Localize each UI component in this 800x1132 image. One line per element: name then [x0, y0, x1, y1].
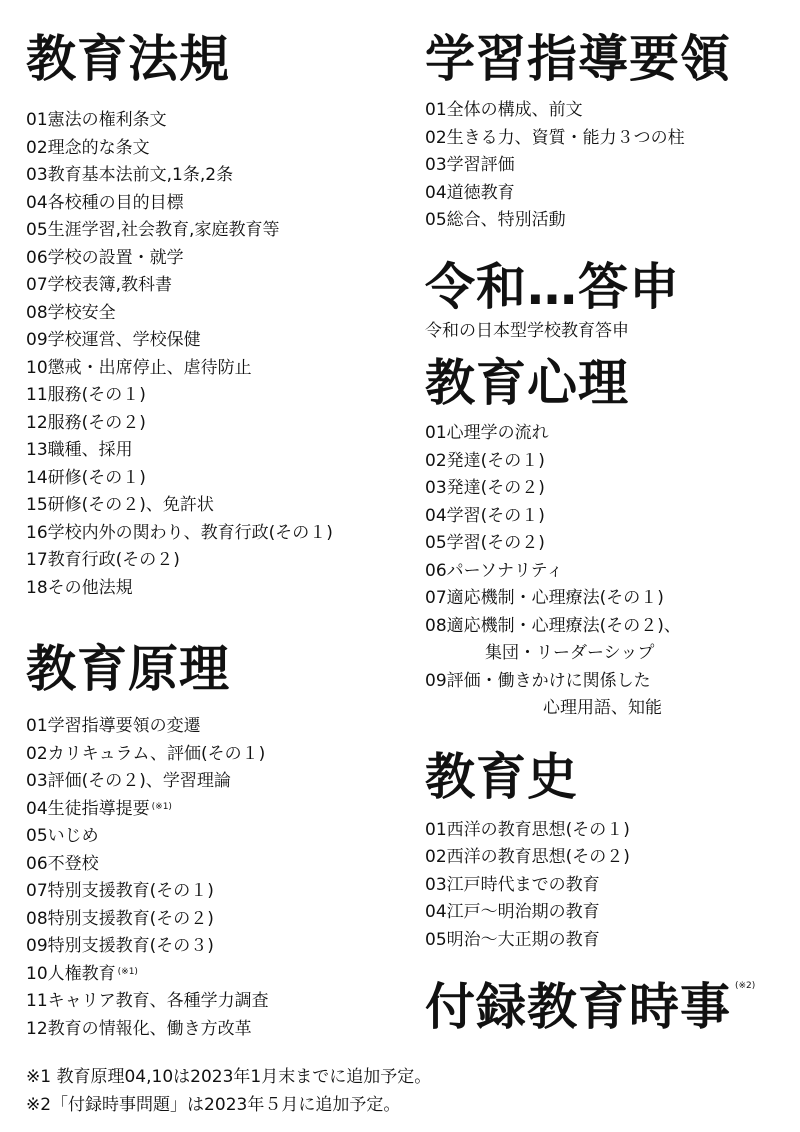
- list-item: 05学習(その２): [425, 533, 545, 553]
- list-item: 01西洋の教育思想(その１): [425, 819, 630, 840]
- section-title-educational-psychology: 教育心理: [425, 354, 629, 412]
- list-item: 05総合、特別活動: [425, 210, 566, 230]
- list-item: 12教育の情報化、働き方改革: [26, 1018, 252, 1039]
- list-item: 01憲法の権利条文: [26, 110, 167, 130]
- list-item-label: 10人権教育: [26, 963, 116, 984]
- list-item-continuation: 心理用語、知能: [543, 698, 662, 718]
- list-item: 07学校表簿,教科書: [26, 275, 173, 295]
- section-education-principles: [26, 640, 396, 1043]
- list-item: 10懲戒・出席停止、虐待防止: [26, 357, 252, 378]
- footer-notes: [26, 1063, 431, 1119]
- list-item-continuation: 集団・リーダーシップ: [485, 643, 655, 663]
- left-column: [26, 30, 396, 1043]
- list-item: 15研修(その２)、免許状: [26, 495, 214, 515]
- list-item: 06学校の設置・就学: [26, 247, 184, 268]
- section-appendix-current-affairs: [425, 978, 785, 1036]
- list-item: 11キャリア教育、各種学力調査: [26, 991, 269, 1011]
- list-item: 07特別支援教育(その１): [26, 881, 214, 901]
- list-item: 04各校種の目的目標: [26, 192, 184, 213]
- list-item: 03江戸時代までの教育: [425, 874, 600, 895]
- heading-label: 付録教育時事: [425, 978, 731, 1036]
- list-item: 04道徳教育: [425, 182, 515, 203]
- list-item: 06不登校: [26, 853, 99, 874]
- list-item: 11服務(その１): [26, 385, 146, 405]
- list-item: 04学習(その１): [425, 505, 545, 526]
- right-column: [425, 30, 785, 1036]
- list-item: 09特別支援教育(その３): [26, 936, 214, 956]
- education-principles-list: [26, 713, 396, 1043]
- section-education-history: [425, 747, 785, 955]
- list-item: 02理念的な条文: [26, 137, 150, 158]
- list-item: 08適応機制・心理療法(その２)、: [425, 615, 681, 636]
- section-reiwa-report: [425, 257, 785, 346]
- list-item: 03教育基本法前文,1条,2条: [26, 165, 234, 185]
- list-item: [26, 961, 396, 989]
- list-item: 02生きる力、資質・能力３つの柱: [425, 127, 685, 148]
- footnote-2: ※2「付録時事問題」は2023年５月に追加予定。: [26, 1095, 401, 1115]
- section-title-reiwa-report: 令和…答申: [425, 257, 680, 316]
- section-title-education-history: 教育史: [425, 747, 578, 806]
- section-title-appendix-current-affairs: [425, 978, 785, 1036]
- list-item: 02カリキュラム、評価(その１): [26, 743, 266, 764]
- list-item: 13職種、採用: [26, 440, 133, 460]
- list-item: 09学校運営、学校保健: [26, 330, 201, 350]
- list-item: 令和の日本型学校教育答申: [425, 320, 629, 341]
- education-history-list: [425, 817, 785, 955]
- reiwa-report-list: [425, 318, 785, 346]
- list-item: 09評価・働きかけに関係した: [425, 670, 651, 691]
- list-item: 03学習評価: [425, 155, 515, 175]
- list-item: 03評価(その２)、学習理論: [26, 771, 231, 791]
- section-educational-psychology: [425, 354, 785, 723]
- list-item: 05いじめ: [26, 826, 99, 846]
- list-item: 08特別支援教育(その２): [26, 908, 214, 929]
- educational-psychology-list: [425, 420, 785, 723]
- footnote-mark: (※1): [151, 801, 172, 812]
- list-item: 08学校安全: [26, 302, 116, 323]
- footnote-mark: (※2): [735, 981, 756, 991]
- footnote-1: ※1 教育原理04,10は2023年1月末までに追加予定。: [26, 1067, 432, 1087]
- list-item: 05生涯学習,社会教育,家庭教育等: [26, 220, 280, 240]
- list-item: 03発達(その２): [425, 478, 545, 498]
- section-education-law: [26, 30, 396, 602]
- list-item: 07適応機制・心理療法(その１): [425, 588, 664, 608]
- section-title-education-law: 教育法規: [26, 30, 230, 88]
- list-item: 05明治～大正期の教育: [425, 929, 600, 950]
- list-item: 17教育行政(その２): [26, 550, 180, 570]
- list-item: 06パーソナリティ: [425, 560, 564, 581]
- list-item: 01学習指導要領の変遷: [26, 716, 201, 736]
- list-item: 12服務(その２): [26, 412, 146, 433]
- list-item: 01全体の構成、前文: [425, 100, 583, 120]
- footnote-mark: (※1): [117, 966, 138, 977]
- list-item: 04江戸～明治期の教育: [425, 902, 600, 922]
- section-title-education-principles: 教育原理: [26, 640, 230, 698]
- section-title-curriculum-guidelines: 学習指導要領: [425, 30, 731, 88]
- education-law-list: [26, 107, 396, 602]
- list-item: 16学校内外の関わり、教育行政(その１): [26, 522, 333, 543]
- list-item: 01心理学の流れ: [425, 423, 549, 443]
- section-curriculum-guidelines: [425, 30, 785, 235]
- list-item: 18その他法規: [26, 577, 133, 598]
- list-item: 14研修(その１): [26, 467, 146, 488]
- list-item-label: 04生徒指導提要: [26, 798, 150, 819]
- list-item: 02発達(その１): [425, 450, 545, 471]
- list-item: [26, 796, 396, 824]
- curriculum-guidelines-list: [425, 97, 785, 235]
- list-item: 02西洋の教育思想(その２): [425, 847, 630, 867]
